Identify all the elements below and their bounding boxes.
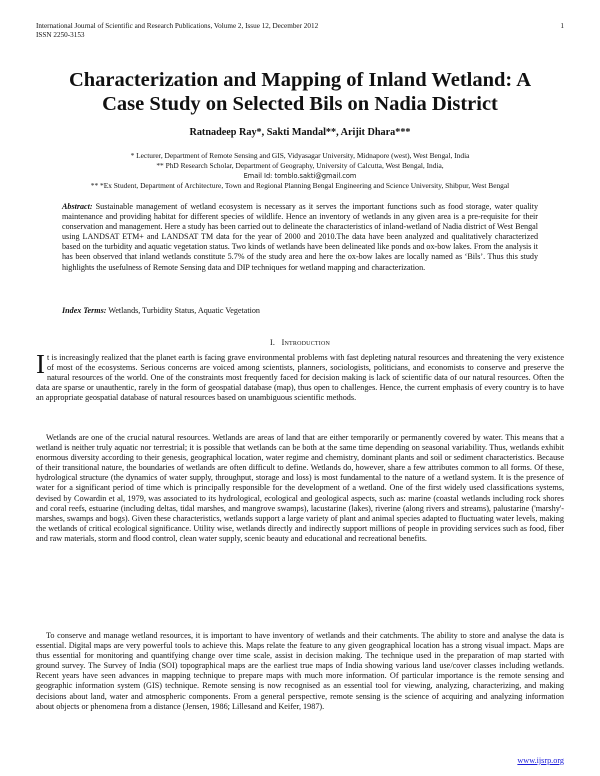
drop-cap: I — [36, 349, 45, 379]
title-line-2: Case Study on Selected Bils on Nadia District — [102, 93, 498, 115]
intro-paragraph-1 — [36, 349, 564, 403]
index-terms — [62, 306, 538, 315]
running-header — [36, 22, 564, 40]
issn: ISSN 2250-3153 — [36, 31, 85, 39]
journal-website-link[interactable]: www.ijsrp.org — [517, 756, 564, 765]
page-number: 1 — [560, 22, 564, 30]
author-email: Email Id: tomblo.sakti@gmail.com — [243, 172, 357, 180]
paragraph-1-text: t is increasingly realized that the planet earth is facing grave environmental problems with fast depleting natural resources and threatening the very existence of most of the ecosystems. Serious concerns are voiced among scientists, planners, sociologists, politicians, and economists to conserve and preserve the natural resources of the world. One of the constraints most frequently faced for decision making is lack of scientific data of our natural resources. Often the data are sparse or unauthentic, rarely in the form of geospatial database (map), thus open to challenges. Hence, the current emphasis of every country is to have an appropriate geospatial database of natural resources based on unambiguous scientific methods. — [36, 353, 564, 403]
abstract-text: Sustainable management of wetland ecosystem is necessary as it serves the important functions such as food storage, water quality maintenance and providing habitat for different species of wildlife. Hence an inventory of wetlands in any given area is a pre-requisite for their conservation and management. Here a study has been carried out to delineate the characteristics of inland-wetland of Nadia district of West Bengal using LANDSAT ETM+ and LANDSAT TM data for the year of 2000 and 2010.The data have been analyzed and qualitatively characterized based on the turbidity and aquatic vegetation status. Two kinds of wetlands have been delineated like ponds and ox-bow lakes. From the analysis it has been observed that inland wetlands constitute 5.7% of the study area and here the ox-bow lakes are locally named as ‘Bils’. Thus this study highlights the usefulness of Remote Sensing data and DIP techniques for wetland mapping and characterization. — [62, 202, 538, 272]
section-title: Introduction — [281, 338, 331, 347]
index-terms-text: Wetlands, Turbidity Status, Aquatic Vegetation — [108, 306, 260, 315]
section-heading — [30, 338, 570, 347]
affiliation-1: * Lecturer, Department of Remote Sensing and GIS, Vidyasagar University, Midnapore (west), West Bengal, India — [130, 151, 470, 160]
affiliation-3: ** *Ex Student, Department of Architecture, Town and Regional Planning Bengal Engineering and Science University, Shibpur, West Bengal — [90, 181, 510, 190]
journal-citation: International Journal of Scientific and Research Publications, Volume 2, Issue 12, December 2012 — [36, 22, 319, 30]
authors: Ratnadeep Ray*, Sakti Mandal**, Arijit Dhara*** — [189, 127, 411, 138]
index-terms-label: Index Terms: — [62, 306, 107, 315]
section-number: I. — [269, 338, 276, 347]
affiliations — [24, 151, 576, 191]
affiliation-2: ** PhD Research Scholar, Department of Geography, University of Calcutta, West Bengal, India, — [156, 161, 444, 170]
intro-paragraph-3: To conserve and manage wetland resources, it is important to have inventory of wetlands and their catchments. The ability to store and analyse the data is essential. Digital maps are very powerful tools to achieve this. Maps relate the feature to any given geographical location has a strong visual impact. Maps are thus essential for monitoring and quantifying change over time scale, assist in decision making. The technique used in the preparation of map started with ground survey. The Survey of India (SOI) topographical maps are the earliest true maps of India showing various land use/cover classes including wetlands. Recent years have seen advances in mapping technique to prepare maps with much more information. Of particular importance is the remote sensing and geographic information system (GIS) technique. Remote sensing is now recognised as an essential tool for viewing, analyzing, characterizing, and making decisions about land, water and atmospheric components. From a general perspective, remote sensing is the science of acquiring and analyzing information about objects or phenomena from a distance (Jensen, 1986; Lillesand and Keifer, 1987). — [36, 631, 564, 711]
paper-title — [30, 68, 570, 116]
intro-paragraph-2: Wetlands are one of the crucial natural resources. Wetlands are areas of land that are either temporarily or permanently covered by water. This means that a wetland is neither truly aquatic nor terrestrial; it is possible that wetlands can be both at the same time depending on seasonal variability. Thus, wetlands exhibit enormous diversity according to their genesis, geographical location, water regime and chemistry, dominant plants and soil or sediment characteristics. Because of their transitional nature, the boundaries of wetlands are often difficult to define. Wetlands do, however, share a few attributes common to all forms. Of these, hydrological structure (the dynamics of water supply, throughput, storage and loss) is most fundamental to the nature of a wetland system. It is the presence of water for a significant period of time which is principally responsible for the development of a wetland. One of the first widely used classifications systems, devised by Cowardin et al, 1979, was associated to its hydrological, ecological and geological aspects, such as: marine (coastal wetlands including rock shores and coral reefs, estuarine (including deltas, tidal marshes, and mangrove swamps), lacustarine (lakes), riverine (along rivers and streams), palustarine ('marshy'- marshes, swamps and bogs). Given these characteristics, wetlands support a large variety of plant and animal species adapted to fluctuating water levels, making the wetlands of critical ecological significance. Utility wise, wetlands directly and indirectly support millions of people in providing services such as food, fiber and raw materials, storm and flood control, clean water supply, scenic beauty and educational and recreational benefits. — [36, 433, 564, 543]
title-line-1: Characterization and Mapping of Inland Wetland: A — [68, 69, 532, 91]
abstract — [62, 202, 538, 273]
abstract-label: Abstract: — [62, 202, 93, 211]
